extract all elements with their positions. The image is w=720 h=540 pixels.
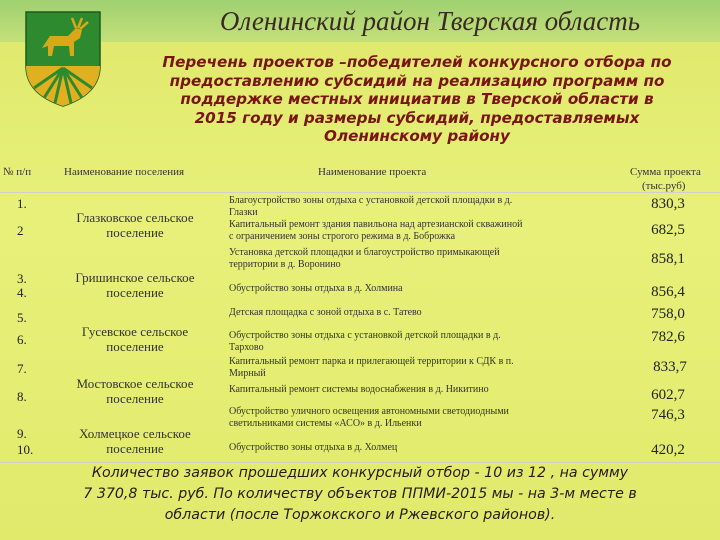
project-line: светильниками системы «АСО» в д. Ильенки — [229, 418, 422, 429]
project-line: Тархово — [229, 342, 264, 353]
project-sum: 758,0 — [651, 306, 685, 322]
settlement-line: поселение — [106, 441, 164, 456]
summary-line: области (после Торжокского и Ржевского районов). — [164, 507, 556, 523]
column-header-settlement: Наименование поселения — [64, 166, 185, 178]
summary-line: Количество заявок прошедших конкурсный отбор - 10 из 12 , на сумму — [91, 465, 629, 481]
project-line: территории в д. Воронино — [229, 259, 341, 270]
project-sum: 746,3 — [651, 407, 685, 423]
subtitle-line: поддержке местных инициатив в Тверской области в — [180, 90, 654, 108]
column-header-project: Наименование проекта — [318, 166, 427, 178]
project-line: Мирный — [229, 368, 266, 379]
project-sum: 602,7 — [651, 387, 685, 403]
subtitle-line: предоставлению субсидий на реализацию программ по — [169, 71, 665, 90]
project-sum: 682,5 — [651, 222, 685, 238]
settlement-line: поселение — [106, 225, 164, 240]
settlement-line: поселение — [106, 339, 164, 354]
project-sum: 830,3 — [651, 196, 685, 212]
moose-coat-of-arms-icon — [22, 8, 104, 108]
project-line: с ограничением зоны строгого режима в д. Боброжка — [229, 231, 456, 242]
row-number: 1. — [17, 196, 27, 211]
settlement-line: Холмецкое сельское — [79, 426, 191, 441]
row-number: 3. — [17, 271, 27, 286]
page-subtitle — [118, 53, 716, 146]
summary-text — [8, 463, 712, 526]
row-number: 9. — [17, 426, 27, 441]
settlement-line: Мостовское сельское — [76, 376, 194, 391]
settlement-name — [60, 376, 210, 406]
settlement-line: поселение — [106, 391, 164, 406]
header-divider — [0, 192, 720, 193]
project-line: Капитальный ремонт парка и прилегающей территории к СДК в п. — [229, 356, 514, 367]
settlement-line: Глазковское сельское — [76, 210, 194, 225]
row-number: 10. — [17, 442, 34, 457]
project-sum: 856,4 — [651, 284, 685, 300]
projects-table — [0, 160, 720, 463]
project-line: Капитальный ремонт системы водоснабжения в д. Никитино — [229, 384, 489, 395]
project-sum: 858,1 — [651, 251, 685, 267]
project-sum: 782,6 — [651, 329, 685, 345]
settlement-name — [60, 426, 210, 456]
column-header-sum: Сумма проекта — [630, 166, 701, 178]
row-number: 5. — [17, 310, 27, 325]
settlement-line: поселение — [106, 285, 164, 300]
project-line: Глазки — [229, 207, 258, 218]
settlement-line: Гусевское сельское — [81, 324, 189, 339]
row-number: 4. — [17, 285, 27, 300]
subtitle-line: Оленинскому району — [324, 127, 510, 145]
page-title: Оленинский район Тверская область — [219, 6, 641, 36]
project-line: Капитальный ремонт здания павильона над артезианской скважиной — [229, 219, 523, 230]
column-header-number: № п/п — [3, 166, 32, 178]
project-line: Установка детской площадки и благоустройство примыкающей — [229, 247, 500, 258]
subtitle-line: 2015 году и размеры субсидий, предоставляемых — [194, 108, 640, 127]
row-number: 6. — [17, 332, 27, 347]
column-header-sum-unit: (тыс.руб) — [642, 180, 686, 192]
project-sum: 833,7 — [653, 359, 687, 375]
project-line: Обустройство зоны отдыха в д. Холмец — [229, 442, 398, 453]
project-line: Обустройство зоны отдыха с установкой детской площадки в д. — [229, 330, 501, 341]
summary-line: 7 370,8 тыс. руб. По количеству объектов ППМИ-2015 мы - на 3-м месте в — [83, 486, 637, 502]
settlement-line: Гришинское сельское — [75, 270, 195, 285]
project-line: Благоустройство зоны отдыха с установкой детской площадки в д. — [229, 195, 513, 206]
settlement-name — [60, 270, 210, 300]
project-sum: 420,2 — [651, 442, 685, 458]
row-number: 7. — [17, 361, 27, 376]
settlement-name — [60, 324, 210, 354]
project-line: Обустройство зоны отдыха в д. Холмина — [229, 283, 403, 294]
row-number: 8. — [17, 389, 27, 404]
settlement-name — [60, 210, 210, 240]
project-line: Обустройство уличного освещения автономными светодиодными — [229, 406, 509, 417]
subtitle-line: Перечень проектов –победителей конкурсного отбора по — [162, 53, 672, 71]
row-number: 2 — [17, 223, 24, 238]
project-line: Детская площадка с зоной отдыха в с. Татево — [229, 307, 422, 318]
